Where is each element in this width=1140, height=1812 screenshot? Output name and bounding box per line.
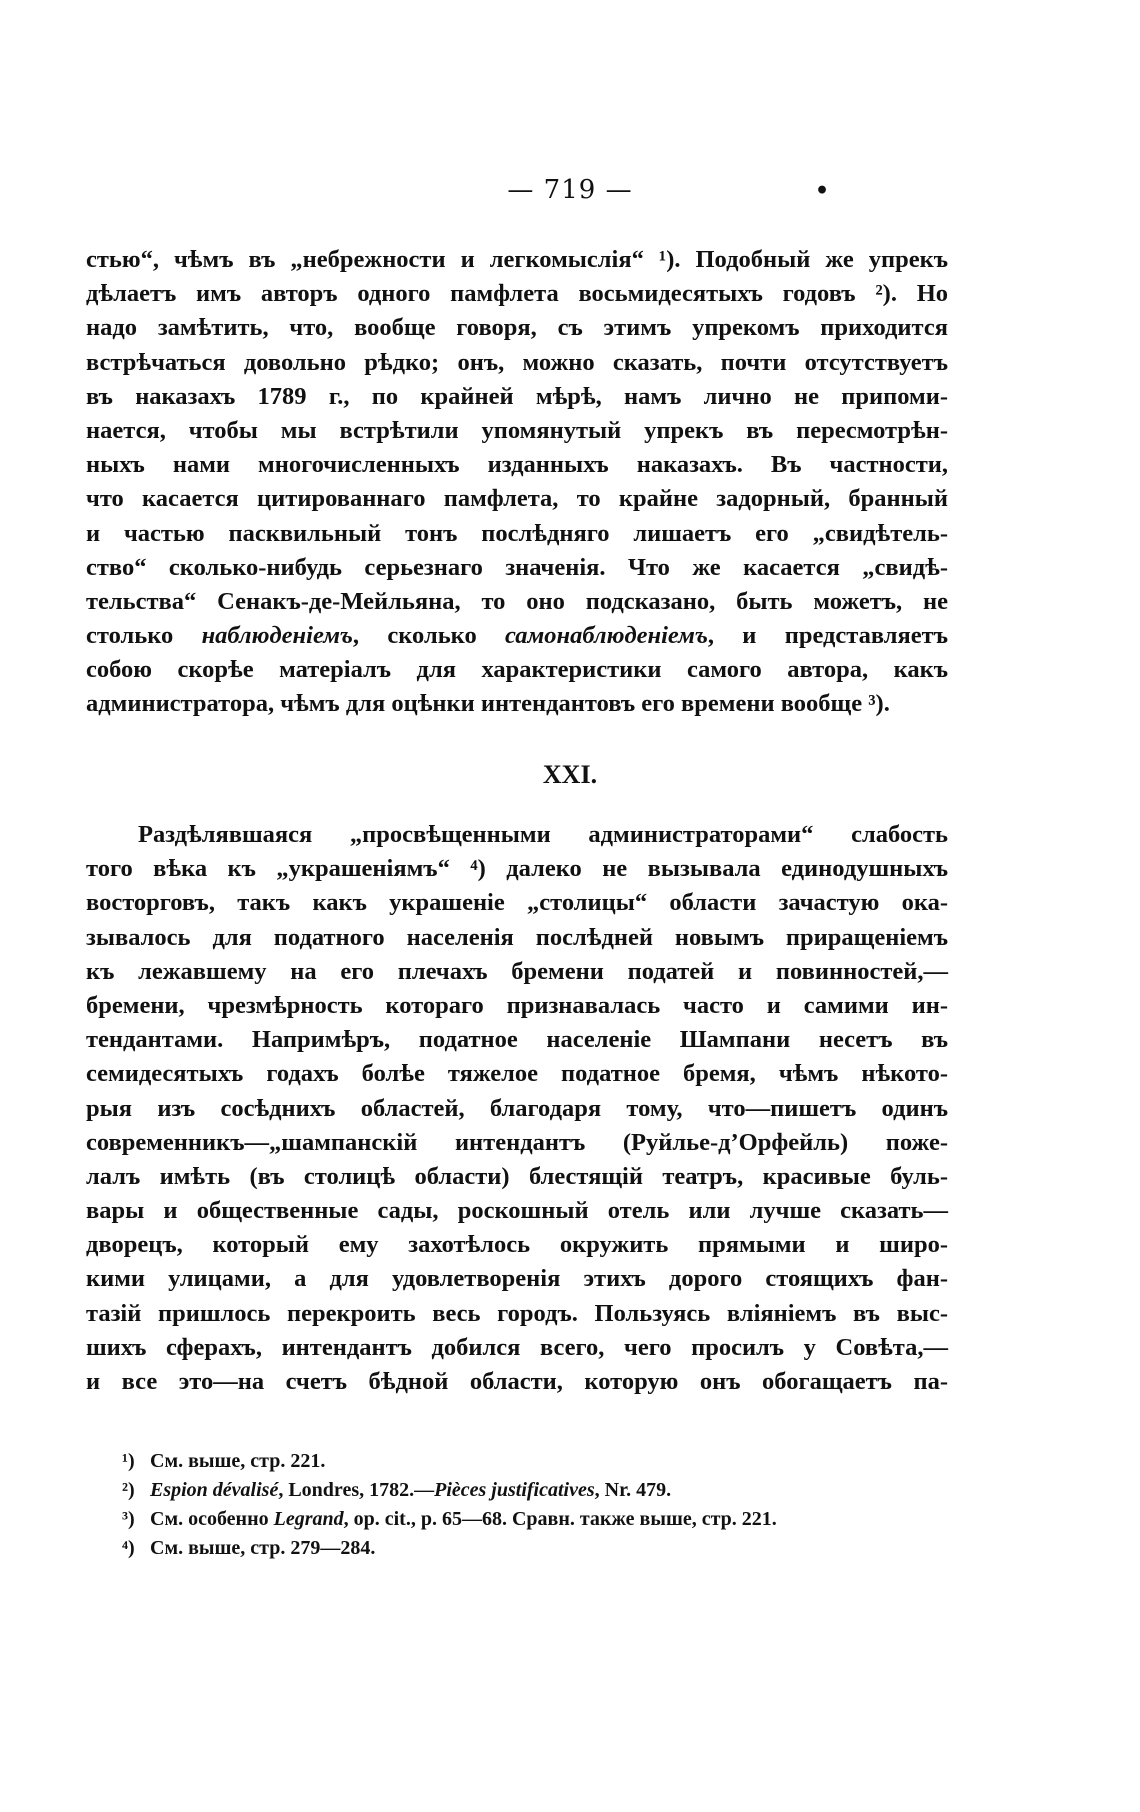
footnote (122, 1505, 952, 1534)
section-heading: XXI. (542, 760, 598, 789)
text-line: нается, чтобы мы встрѣтили упомянутый упрекъ въ пересмотрѣн- (86, 416, 948, 444)
text-line: тельства“ Сенакъ-де-Мейльяна, то оно подсказано, быть можетъ, не (86, 587, 948, 615)
text-line: ныхъ нами многочисленныхъ изданныхъ наказахъ. Въ частности, (86, 451, 948, 479)
text-line: того вѣка къ „украшеніямъ“ ⁴) далеко не вызывала единодушныхъ (86, 855, 948, 883)
text-line: къ лежавшему на его плечахъ бремени податей и повинностей,— (86, 957, 948, 985)
footnote (122, 1476, 952, 1505)
text-line: семидесятыхъ годахъ болѣе тяжелое податное бремя, чѣмъ нѣкото- (86, 1060, 948, 1088)
text-line: лалъ имѣть (въ столицѣ области) блестящій театръ, красивые буль- (86, 1162, 948, 1190)
text-line-italic-mixed (86, 619, 948, 653)
text-line: тендантами. Напримѣръ, податное населеніе Шампани несетъ въ (86, 1026, 948, 1054)
footnote-text: См. выше, стр. 279—284. (150, 1537, 376, 1559)
text-line: вары и общественные сады, роскошный отель или лучше сказать— (86, 1197, 948, 1225)
text-line: что касается цитированнаго памфлета, то крайне задорный, бранный (86, 485, 948, 513)
margin-dot-mark: • (815, 178, 830, 204)
text-line: тазій пришлось перекроить весь городъ. Пользуясь вліяніемъ въ выс- (86, 1299, 948, 1327)
text-line: бремени, чрезмѣрность котораго признавалась часто и самими ин- (86, 991, 948, 1019)
footnote-text: , op. cit., p. 65—68. Сравн. также выше, стр. 221. (343, 1508, 777, 1530)
text-line: дворецъ, который ему захотѣлось окружить прямыми и широ- (86, 1231, 948, 1259)
text-line: стью“, чѣмъ въ „небрежности и легкомыслія“ ¹). Подобный же упрекъ (86, 246, 948, 273)
text-line: дѣлаетъ имъ авторъ одного памфлета восьмидесятыхъ годовъ ²). Но (86, 280, 948, 308)
text-line: Раздѣлявшаяся „просвѣщенными администраторами“ слабость (138, 821, 948, 848)
text-line: восторговъ, такъ какъ украшеніе „столицы“ области зачастую ока- (86, 889, 948, 917)
footnote-text: , Nr. 479. (594, 1479, 672, 1501)
paragraph-continued (86, 243, 948, 722)
footnote-number: ¹) (122, 1450, 135, 1472)
footnote-italic-title: Espion dévalisé (150, 1479, 279, 1501)
footnote-number: ²) (122, 1479, 135, 1501)
footnote-number: ³) (122, 1508, 135, 1530)
italic-term: самонаблюденіемъ (505, 622, 708, 650)
text-line: шихъ сферахъ, интендантъ добился всего, чего просилъ у Совѣта,— (86, 1333, 948, 1361)
text-segment: , и представляетъ (707, 622, 948, 650)
text-line: кими улицами, а для удовлетворенія этихъ дорого стоящихъ фан- (86, 1265, 948, 1293)
text-segment: , сколько (352, 622, 506, 650)
text-line: и частью пасквильный тонъ послѣдняго лишаетъ его „свидѣтель- (86, 519, 948, 547)
text-line: современникъ—„шампанскій интендантъ (Руйлье-д’Орфейль) поже- (86, 1128, 948, 1156)
footnote-italic-author: Legrand (273, 1508, 344, 1530)
text-line: зывалось для податного населенія послѣдней новымъ приращеніемъ (86, 923, 948, 951)
text-line: ство“ сколько-нибудь серьезнаго значенія. Что же касается „свидѣ- (86, 553, 948, 581)
text-line: рыя изъ сосѣднихъ областей, благодаря тому, что—пишетъ одинъ (86, 1094, 948, 1122)
text-segment: столько (86, 622, 202, 650)
footnote-italic-title: Pièces justificatives (434, 1479, 595, 1501)
footnote-text: См. выше, стр. 221. (150, 1450, 326, 1472)
page-number: — 719 — (507, 175, 633, 205)
footnote-number: ⁴) (122, 1537, 135, 1559)
footnote-text: , Londres, 1782.— (278, 1479, 435, 1501)
text-line: собою скорѣе матеріалъ для характеристики самого автора, какъ (86, 656, 948, 684)
footnote (122, 1447, 952, 1476)
text-line: и все это—на счетъ бѣдной области, которую онъ обогащаетъ па- (86, 1368, 948, 1395)
footnote (122, 1534, 952, 1563)
text-line: администратора, чѣмъ для оцѣнки интендантовъ его времени вообще ³). (86, 690, 890, 718)
text-line: въ наказахъ 1789 г., по крайней мѣрѣ, намъ лично не припоми- (86, 382, 948, 410)
footnotes (122, 1447, 952, 1563)
footnote-text: См. особенно (150, 1508, 274, 1530)
italic-term: наблюденіемъ (201, 622, 353, 650)
paragraph-section-xxi (86, 818, 948, 1399)
text-line: встрѣчаться довольно рѣдко; онъ, можно сказать, почти отсутствуетъ (86, 348, 948, 376)
text-line: надо замѣтить, что, вообще говоря, съ этимъ упрекомъ приходится (86, 314, 948, 342)
